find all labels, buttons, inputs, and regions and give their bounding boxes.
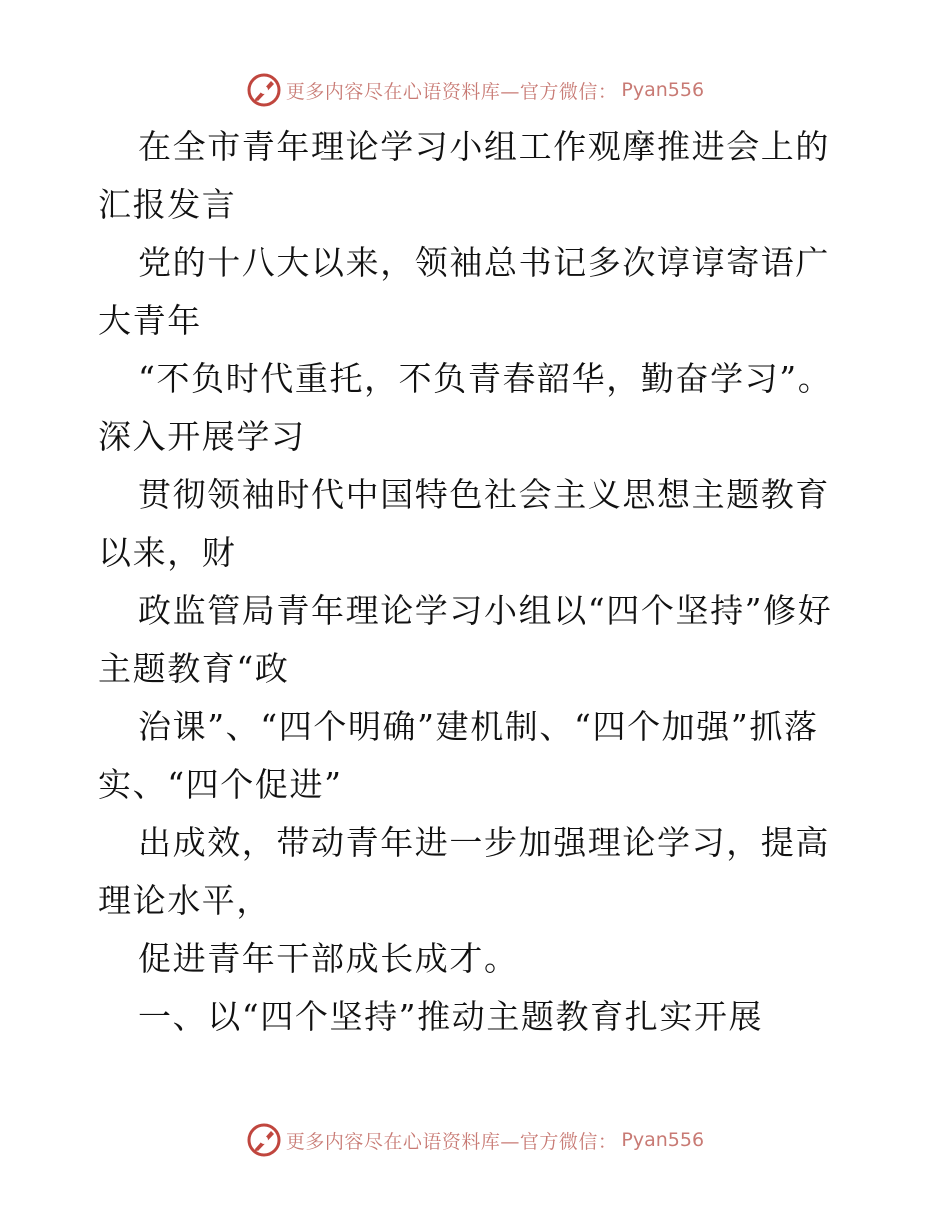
section-heading: 一、以“四个坚持”推动主题教育扎实开展 [138, 997, 764, 1036]
paragraph: 出成效，带动青年进一步加强理论学习，提高理论水平， [98, 823, 830, 920]
paragraph: “不负时代重托，不负青春韶华，勤奋学习”。深入开展学习 [98, 359, 833, 456]
paragraph: 治课”、“四个明确”建机制、“四个加强”抓落实、“四个促进” [98, 707, 819, 804]
paragraph: 政监管局青年理论学习小组以“四个坚持”修好主题教育“政 [98, 591, 833, 688]
document-body [98, 118, 858, 1046]
footer-watermark-inner [246, 1122, 704, 1158]
watermark-wechat-id: Pyan556 [621, 79, 705, 101]
paragraph: 促进青年干部成长成才。 [138, 939, 519, 978]
document-title: 在全市青年理论学习小组工作观摩推进会上的汇报发言 [98, 127, 830, 224]
quill-logo-icon [246, 1122, 282, 1158]
footer-watermark [0, 1120, 950, 1160]
header-watermark-inner [246, 72, 704, 108]
watermark-wechat-id: Pyan556 [621, 1129, 705, 1151]
watermark-text: 更多内容尽在心语资料库—官方微信： [285, 80, 618, 103]
paragraph: 贯彻领袖时代中国特色社会主义思想主题教育以来，财 [98, 475, 830, 572]
paragraph: 党的十八大以来，领袖总书记多次谆谆寄语广大青年 [98, 243, 830, 340]
quill-logo-icon [246, 72, 282, 108]
watermark-text: 更多内容尽在心语资料库—官方微信： [285, 1130, 618, 1153]
header-watermark [0, 70, 950, 110]
